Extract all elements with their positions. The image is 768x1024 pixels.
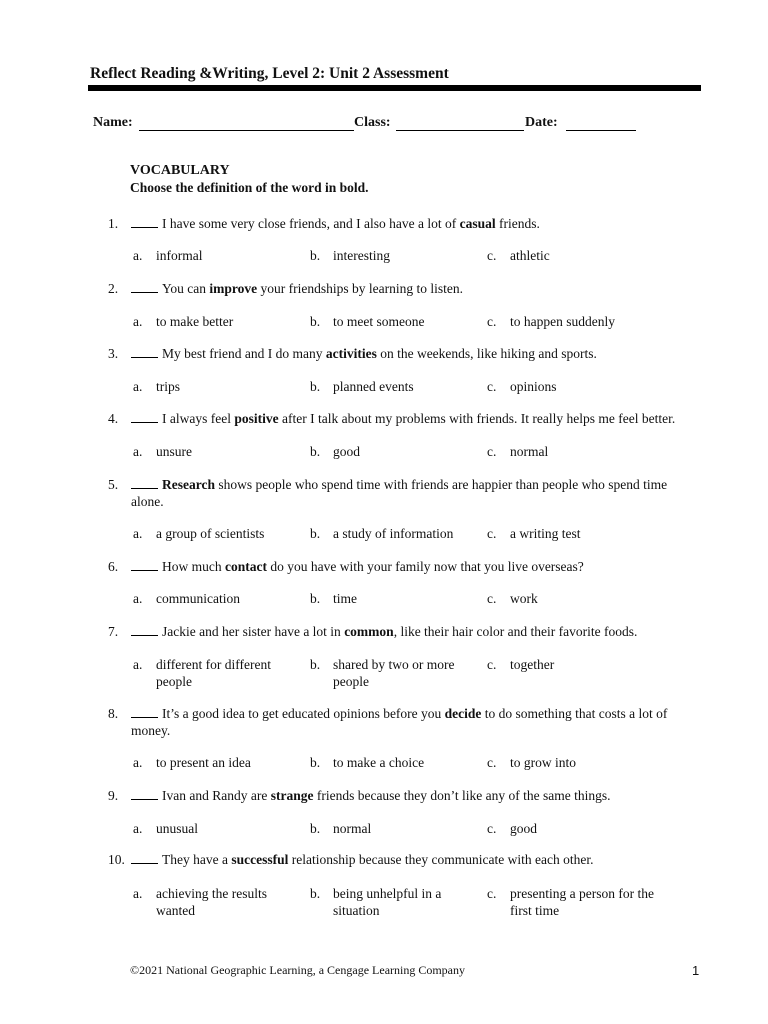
question-number: 5. — [108, 477, 119, 492]
stem-text-before: My best friend and I do many — [162, 346, 326, 361]
option-letter: a. — [133, 755, 143, 770]
option-text: to grow into — [510, 755, 576, 770]
vocabulary-word: decide — [444, 706, 482, 721]
stem-text-before: Ivan and Randy are — [162, 788, 271, 803]
section-title: VOCABULARY — [130, 163, 230, 178]
date-field[interactable] — [566, 130, 636, 131]
name-field[interactable] — [139, 130, 354, 131]
question-number: 10. — [108, 852, 125, 867]
question-stem — [131, 476, 696, 510]
question-number: 7. — [108, 624, 119, 639]
vocabulary-word: activities — [325, 346, 377, 361]
option-text: a group of scientists — [156, 526, 265, 541]
option-text: to make better — [156, 314, 234, 329]
option-text: to make a choice — [333, 755, 425, 770]
option-letter: b. — [310, 755, 321, 770]
option-text: a study of information — [333, 526, 454, 541]
question-number: 2. — [108, 281, 119, 296]
stem-text-after: to do something that costs a lot of money. — [131, 706, 668, 738]
option-text: time — [333, 591, 357, 606]
option-letter: c. — [487, 526, 497, 541]
stem-text-after: do you have with your family now that you live overseas? — [266, 559, 584, 574]
option-text: planned events — [333, 379, 414, 394]
vocabulary-word: positive — [234, 411, 279, 426]
stem-text-after: on the weekends, like hiking and sports. — [376, 346, 597, 361]
option-text: being unhelpful in a situation — [333, 886, 442, 918]
option-text: good — [510, 821, 537, 836]
question-number: 3. — [108, 346, 119, 361]
option-text: unsure — [156, 444, 192, 459]
option-letter: b. — [310, 526, 321, 541]
option-text: different for different people — [156, 657, 271, 689]
option-text: unusual — [156, 821, 198, 836]
page-number: 1 — [692, 963, 700, 978]
option-text: athletic — [510, 248, 550, 263]
option-text: achieving the results wanted — [156, 886, 267, 918]
option-text: to happen suddenly — [510, 314, 615, 329]
option-letter: b. — [310, 886, 321, 901]
option-letter: b. — [310, 657, 321, 672]
answer-blank[interactable] — [131, 347, 158, 358]
stem-text-before: I always feel — [162, 411, 235, 426]
answer-blank[interactable] — [131, 625, 158, 636]
stem-text-before: How much — [162, 559, 225, 574]
vocabulary-word: casual — [459, 216, 496, 231]
stem-text-after: friends. — [495, 216, 540, 231]
option-letter: c. — [487, 755, 497, 770]
question-number: 8. — [108, 706, 119, 721]
question-stem — [131, 215, 696, 232]
stem-text-before: I have some very close friends, and I also have a lot of — [162, 216, 460, 231]
vocabulary-word: strange — [270, 788, 314, 803]
option-letter: a. — [133, 591, 143, 606]
date-label: Date: — [525, 115, 558, 130]
option-text: shared by two or more people — [333, 657, 455, 689]
stem-text-after: after I talk about my problems with friends. It really helps me feel better. — [278, 411, 676, 426]
answer-blank[interactable] — [131, 478, 158, 489]
answer-blank[interactable] — [131, 412, 158, 423]
answer-blank[interactable] — [131, 560, 158, 571]
answer-blank[interactable] — [131, 789, 158, 800]
stem-text-after: shows people who spend time with friends are happier than people who spend time alone. — [131, 477, 668, 509]
question-number: 6. — [108, 559, 119, 574]
question-number: 4. — [108, 411, 119, 426]
question-number: 9. — [108, 788, 119, 803]
option-letter: b. — [310, 248, 321, 263]
option-text: trips — [156, 379, 181, 394]
option-letter: a. — [133, 444, 143, 459]
vocabulary-word: Research — [162, 477, 215, 492]
class-field[interactable] — [396, 130, 524, 131]
option-text: opinions — [510, 379, 557, 394]
option-letter: a. — [133, 886, 143, 901]
stem-text-after: , like their hair color and their favorite foods. — [393, 624, 638, 639]
option-text: good — [333, 444, 360, 459]
section-instructions: Choose the definition of the word in bold. — [130, 180, 369, 195]
option-text: normal — [510, 444, 549, 459]
option-text: normal — [333, 821, 372, 836]
option-text: work — [510, 591, 538, 606]
option-letter: a. — [133, 657, 143, 672]
vocabulary-word: contact — [225, 559, 267, 574]
question-stem — [131, 623, 696, 640]
question-number: 1. — [108, 216, 119, 231]
answer-blank[interactable] — [131, 707, 158, 718]
name-label: Name: — [93, 115, 133, 130]
option-letter: c. — [487, 248, 497, 263]
option-letter: c. — [487, 314, 497, 329]
question-stem — [131, 345, 696, 362]
document-title: Reflect Reading &Writing, Level 2: Unit 2 Assessment — [90, 65, 449, 82]
question-stem — [131, 410, 696, 427]
stem-text-before: It’s a good idea to get educated opinions before you — [162, 706, 445, 721]
option-letter: b. — [310, 821, 321, 836]
option-text: to present an idea — [156, 755, 251, 770]
option-letter: b. — [310, 444, 321, 459]
stem-text-after: friends because they don’t like any of the same things. — [313, 788, 611, 803]
question-stem — [131, 705, 696, 739]
option-text: interesting — [333, 248, 390, 263]
option-text: communication — [156, 591, 240, 606]
option-letter: a. — [133, 248, 143, 263]
option-letter: a. — [133, 379, 143, 394]
title-rule — [88, 85, 701, 91]
answer-blank[interactable] — [131, 853, 158, 864]
option-letter: a. — [133, 314, 143, 329]
stem-text-after: your friendships by learning to listen. — [257, 281, 463, 296]
option-letter: b. — [310, 591, 321, 606]
option-letter: c. — [487, 591, 497, 606]
option-text: a writing test — [510, 526, 581, 541]
option-letter: b. — [310, 314, 321, 329]
copyright-footer: ©2021 National Geographic Learning, a Cengage Learning Company — [130, 963, 466, 977]
class-label: Class: — [354, 115, 391, 130]
option-letter: c. — [487, 444, 497, 459]
question-stem — [131, 280, 696, 297]
option-letter: b. — [310, 379, 321, 394]
stem-text-before: They have a — [162, 852, 232, 867]
option-letter: a. — [133, 526, 143, 541]
option-letter: c. — [487, 657, 497, 672]
answer-blank[interactable] — [131, 217, 158, 228]
option-text: together — [510, 657, 555, 672]
option-letter: c. — [487, 821, 497, 836]
option-letter: a. — [133, 821, 143, 836]
vocabulary-word: improve — [209, 281, 258, 296]
stem-text-before: You can — [162, 281, 210, 296]
option-text: presenting a person for the first time — [510, 886, 654, 918]
answer-blank[interactable] — [131, 282, 158, 293]
vocabulary-word: successful — [231, 852, 289, 867]
question-stem — [131, 787, 696, 804]
option-letter: c. — [487, 379, 497, 394]
option-letter: c. — [487, 886, 497, 901]
question-stem — [131, 558, 696, 575]
option-text: to meet someone — [333, 314, 425, 329]
stem-text-before: Jackie and her sister have a lot in — [162, 624, 345, 639]
option-text: informal — [156, 248, 203, 263]
question-stem — [131, 851, 696, 868]
stem-text-after: relationship because they communicate with each other. — [288, 852, 594, 867]
vocabulary-word: common — [344, 624, 394, 639]
